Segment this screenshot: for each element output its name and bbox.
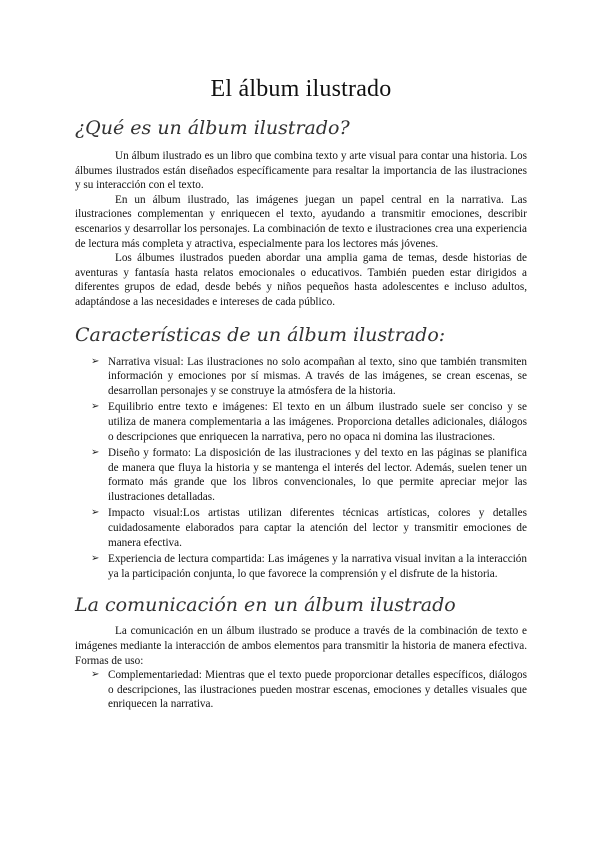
- section-heading-what-is: ¿Qué es un álbum ilustrado?: [75, 117, 350, 139]
- list-item: [75, 506, 527, 550]
- list-item: [75, 552, 527, 581]
- document-content: [75, 74, 527, 714]
- characteristics-list: [75, 355, 527, 582]
- list-item-text: Experiencia de lectura compartida: Las imágenes y la narrativa visual invitan a la interacción ya la participación conjunta, lo que favorece la comprensión y el disfrute de la historia.: [108, 553, 527, 580]
- list-item: [75, 446, 527, 504]
- arrowhead-bullet-icon: ➢: [91, 401, 100, 413]
- list-item-text: Equilibrio entre texto e imágenes: El texto en un álbum ilustrado suele ser conciso y se utiliza de manera complementaria a las imágenes. Proporciona detalles adicionales, diálogos o descripciones que enriquecen la narrativa, pero no opaca ni domina las ilustraciones.: [108, 401, 527, 443]
- list-item: [75, 668, 527, 712]
- section1-paragraph: Un álbum ilustrado es un libro que combina texto y arte visual para contar una historia. Los álbumes ilustrados están diseñados específicamente para resaltar la importancia de las ilustraciones y su interacción con el texto.: [75, 150, 527, 192]
- list-item-text: Narrativa visual: Las ilustraciones no solo acompañan al texto, sino que también transmiten información y emociones por sí mismas. A través de las imágenes, se crean escenas, se desarrollan personajes y se construye la atmósfera de la historia.: [108, 355, 527, 397]
- arrowhead-bullet-icon: ➢: [91, 669, 100, 681]
- list-item-text: Diseño y formato: La disposición de las ilustraciones y del texto en las páginas se planifica de manera que fluya la historia y se mantenga el interés del lector. Además, suelen tener un formato más grande que los libros convencionales, lo que permite apreciar mejor las ilustraciones detalladas.: [108, 447, 527, 503]
- list-item: [75, 400, 527, 444]
- arrowhead-bullet-icon: ➢: [91, 447, 100, 459]
- list-item: [75, 355, 527, 399]
- arrowhead-bullet-icon: ➢: [91, 507, 100, 519]
- section3-paragraph: La comunicación en un álbum ilustrado se produce a través de la combinación de texto e imágenes mediante la interacción de ambos elementos para transmitir la historia de manera efectiva. Formas de uso:: [75, 625, 527, 667]
- communication-list: [75, 668, 527, 712]
- section-heading-communication: La comunicación en un álbum ilustrado: [75, 594, 456, 617]
- list-item-text: Complementariedad: Mientras que el texto puede proporcionar detalles específicos, diálogos o descripciones, las ilustraciones pueden mostrar escenas, emociones y detalles visuales que enriquecen la narrativa.: [108, 669, 527, 711]
- section-heading-characteristics: Características de un álbum ilustrado:: [75, 323, 446, 346]
- section1-paragraph: En un álbum ilustrado, las imágenes juegan un papel central en la narrativa. Las ilustraciones complementan y enriquecen el texto, ayudando a transmitir emociones, describir escenarios y desarrollar los personajes. La combinación de texto e ilustraciones crea una experiencia de lectura más completa y atractiva, especialmente para los lectores más jóvenes.: [75, 193, 527, 250]
- section1-paragraph: Los álbumes ilustrados pueden abordar una amplia gama de temas, desde historias de aventuras y fantasía hasta relatos emocionales o educativos. También pueden estar dirigidos a diferentes grupos de edad, desde bebés y niños pequeños hasta adolescentes e incluso adultos, adaptándose a las necesidades e intereses de cada público.: [75, 252, 527, 308]
- arrowhead-bullet-icon: ➢: [91, 355, 100, 367]
- list-item-text: Impacto visual:Los artistas utilizan diferentes técnicas artísticas, colores y detalles cuidadosamente elaborados para captar la atención del lector y transmitir emociones de manera efectiva.: [108, 507, 527, 549]
- arrowhead-bullet-icon: ➢: [91, 553, 100, 565]
- document-title: El álbum ilustrado: [210, 76, 392, 102]
